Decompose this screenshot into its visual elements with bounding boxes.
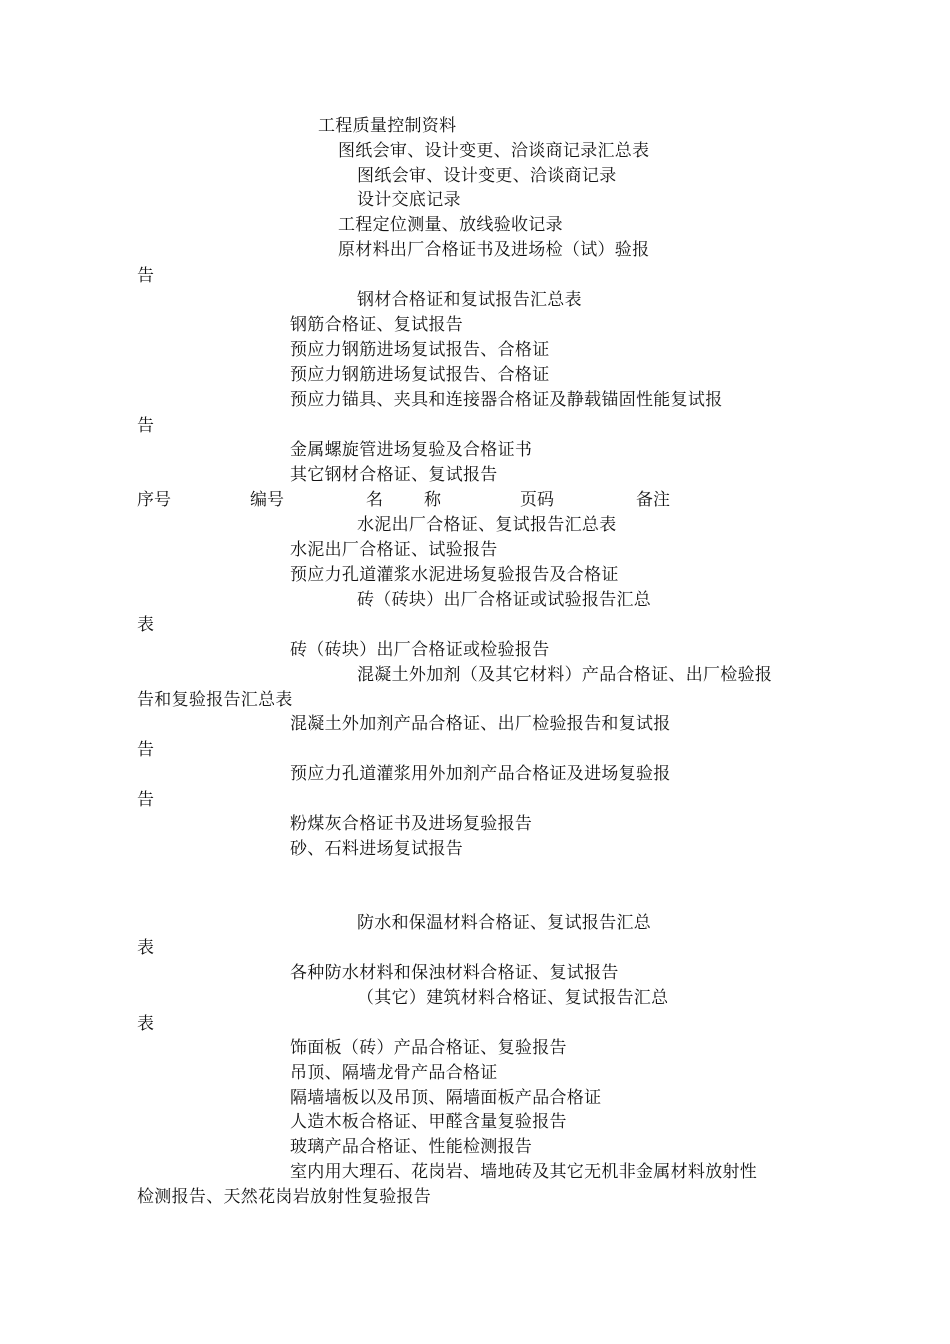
text-line: 玻璃产品合格证、性能检测报告 — [290, 1137, 533, 1157]
text-line: 粉煤灰合格证书及进场复验报告 — [290, 814, 533, 834]
text-line: 图纸会审、设计变更、洽谈商记录汇总表 — [338, 141, 650, 161]
text-line: 告和复验报告汇总表 — [137, 690, 293, 710]
text-line: 表 — [137, 938, 155, 958]
text-line: 告 — [137, 740, 155, 760]
text-line: 吊顶、隔墙龙骨产品合格证 — [290, 1063, 498, 1083]
text-line: 防水和保温材料合格证、复试报告汇总 — [357, 913, 652, 933]
text-line: 人造木板合格证、甲醛含量复验报告 — [290, 1112, 567, 1132]
text-line: 告 — [137, 416, 155, 436]
text-line: 告 — [137, 790, 155, 810]
text-line: 预应力锚具、夹具和连接器合格证及静载锚固性能复试报 — [290, 390, 723, 410]
text-line: 钢筋合格证、复试报告 — [290, 315, 463, 335]
text-line: 设计交底记录 — [357, 190, 461, 210]
text-line: 工程定位测量、放线验收记录 — [338, 215, 563, 235]
text-line: 室内用大理石、花岗岩、墙地砖及其它无机非金属材料放射性 — [290, 1162, 758, 1182]
text-line: 其它钢材合格证、复试报告 — [290, 465, 498, 485]
text-line: 表 — [137, 615, 155, 635]
text-line: 原材料出厂合格证书及进场检（试）验报 — [338, 240, 650, 260]
text-line: 预应力孔道灌浆水泥进场复验报告及合格证 — [290, 565, 619, 585]
text-line: 预应力钢筋进场复试报告、合格证 — [290, 340, 550, 360]
text-line: 砖（砖块）出厂合格证或试验报告汇总 — [357, 590, 652, 610]
text-line: 各种防水材料和保浊材料合格证、复试报告 — [290, 963, 619, 983]
header-index: 序号 — [137, 490, 171, 510]
text-line: 饰面板（砖）产品合格证、复验报告 — [290, 1038, 567, 1058]
text-line: 表 — [137, 1014, 155, 1034]
text-line: 钢材合格证和复试报告汇总表 — [357, 290, 582, 310]
text-line: 水泥出厂合格证、试验报告 — [290, 540, 498, 560]
text-line: 水泥出厂合格证、复试报告汇总表 — [357, 515, 617, 535]
text-line: 混凝土外加剂（及其它材料）产品合格证、出厂检验报 — [357, 665, 773, 685]
text-line: 告 — [137, 266, 155, 286]
header-code: 编号 — [250, 490, 284, 510]
text-line: 砖（砖块）出厂合格证或检验报告 — [290, 640, 550, 660]
text-line: （其它）建筑材料合格证、复试报告汇总 — [357, 988, 669, 1008]
text-line: 图纸会审、设计变更、洽谈商记录 — [357, 166, 617, 186]
text-line: 预应力钢筋进场复试报告、合格证 — [290, 365, 550, 385]
header-name-2: 称 — [424, 490, 441, 510]
text-line: 金属螺旋管进场复验及合格证书 — [290, 440, 533, 460]
header-note: 备注 — [636, 490, 670, 510]
text-line: 隔墙墙板以及吊顶、隔墙面板产品合格证 — [290, 1088, 602, 1108]
text-line: 砂、石料进场复试报告 — [290, 839, 463, 859]
text-line: 混凝土外加剂产品合格证、出厂检验报告和复试报 — [290, 714, 671, 734]
text-line: 预应力孔道灌浆用外加剂产品合格证及进场复验报 — [290, 764, 671, 784]
text-line: 检测报告、天然花岗岩放射性复验报告 — [137, 1187, 432, 1207]
header-page: 页码 — [520, 490, 554, 510]
document-title: 工程质量控制资料 — [318, 116, 457, 136]
header-name-1: 名 — [366, 490, 383, 510]
